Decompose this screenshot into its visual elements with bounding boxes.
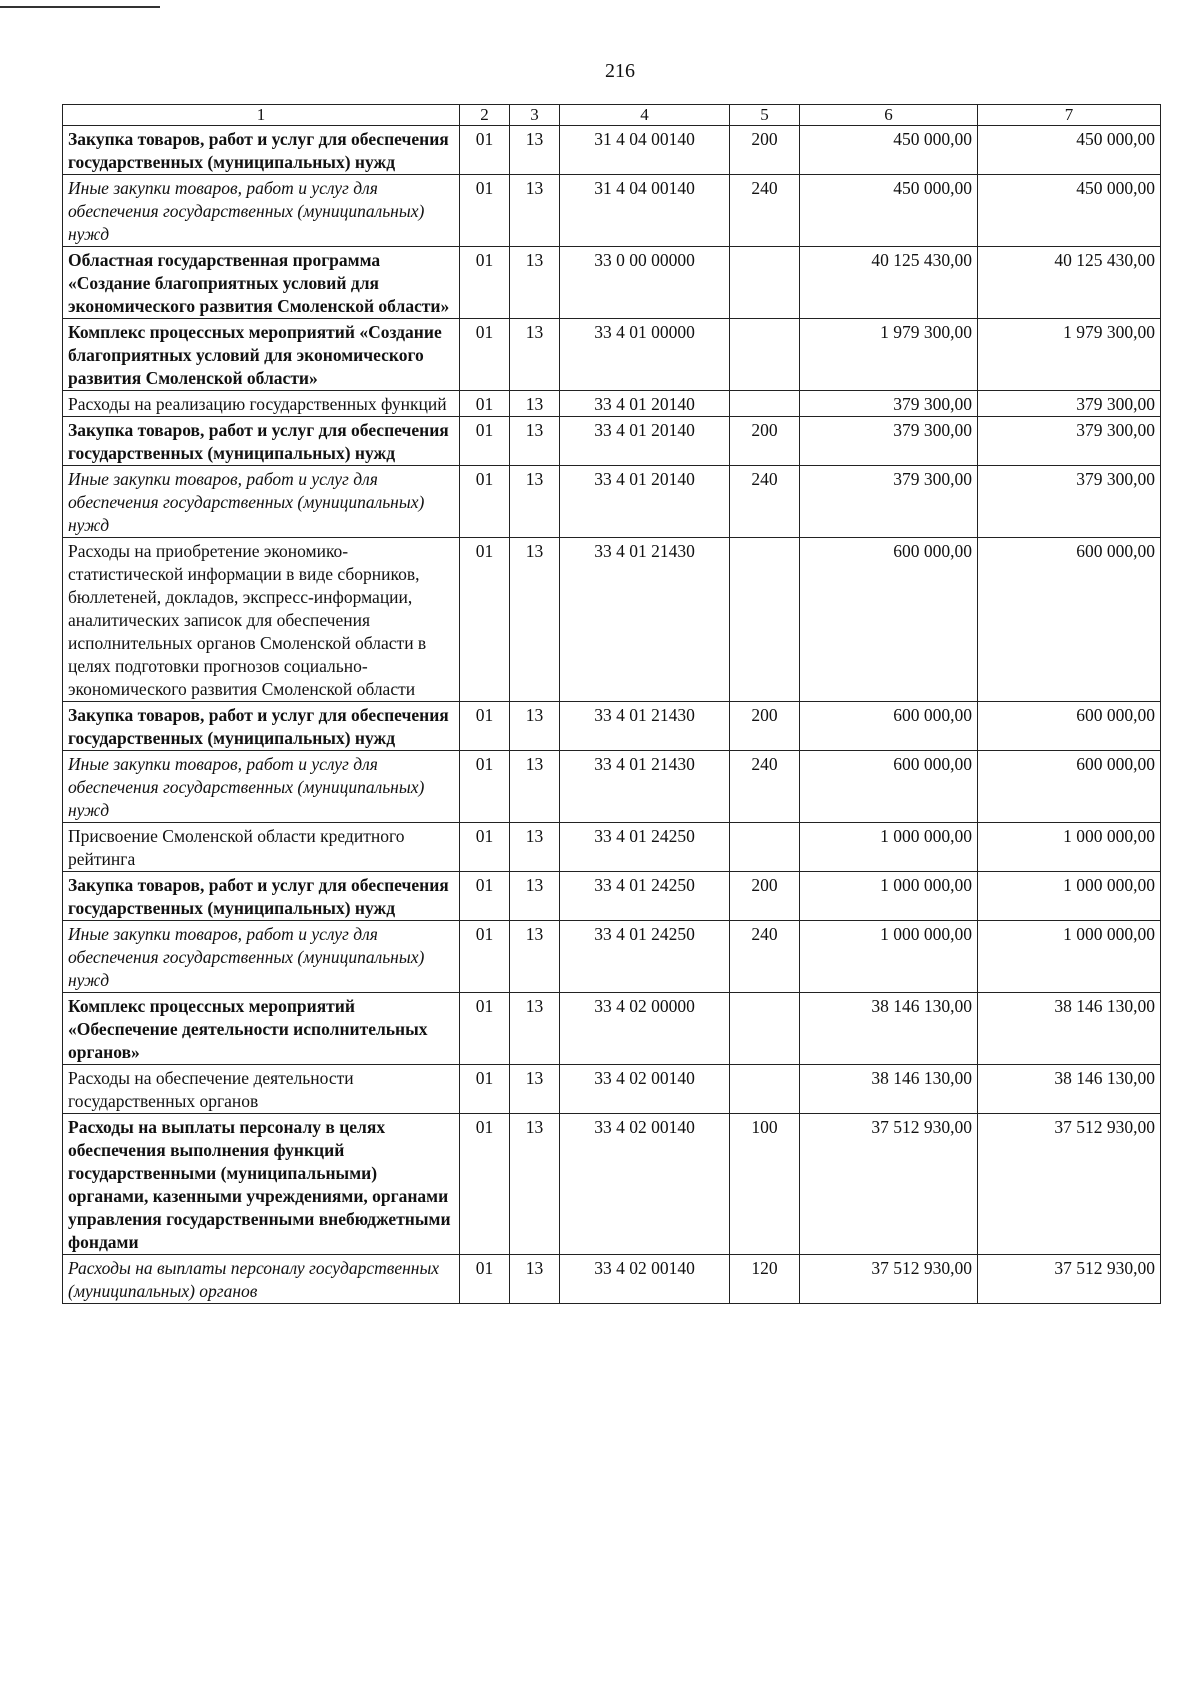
row-amount-year-2: 1 000 000,00 [978,872,1161,921]
table-row [63,247,1161,319]
row-section: 01 [460,993,510,1065]
row-amount-year-1: 37 512 930,00 [800,1255,978,1304]
table-row [63,417,1161,466]
row-expense-type [730,993,800,1065]
row-section: 01 [460,1065,510,1114]
row-amount-year-1: 1 000 000,00 [800,921,978,993]
row-section: 01 [460,391,510,417]
row-expense-type: 200 [730,417,800,466]
row-name: Закупка товаров, работ и услуг для обеспечения государственных (муниципальных) нужд [63,417,460,466]
row-expense-type: 120 [730,1255,800,1304]
row-target-code: 33 4 01 21430 [560,751,730,823]
row-amount-year-1: 1 979 300,00 [800,319,978,391]
budget-table [62,104,1161,1304]
row-name: Закупка товаров, работ и услуг для обеспечения государственных (муниципальных) нужд [63,872,460,921]
row-section: 01 [460,751,510,823]
row-amount-year-1: 379 300,00 [800,417,978,466]
row-expense-type: 240 [730,921,800,993]
row-target-code: 33 4 01 24250 [560,823,730,872]
row-expense-type [730,391,800,417]
row-subsection: 13 [510,1255,560,1304]
row-target-code: 31 4 04 00140 [560,126,730,175]
row-amount-year-1: 600 000,00 [800,538,978,702]
row-name: Закупка товаров, работ и услуг для обеспечения государственных (муниципальных) нужд [63,702,460,751]
row-amount-year-1: 38 146 130,00 [800,993,978,1065]
row-target-code: 33 4 02 00140 [560,1065,730,1114]
row-amount-year-1: 379 300,00 [800,466,978,538]
row-amount-year-2: 600 000,00 [978,702,1161,751]
row-expense-type: 200 [730,126,800,175]
row-target-code: 33 4 01 21430 [560,702,730,751]
row-subsection: 13 [510,702,560,751]
row-name: Областная государственная программа «Создание благоприятных условий для экономического развития Смоленской области» [63,247,460,319]
row-amount-year-2: 1 000 000,00 [978,921,1161,993]
row-expense-type [730,1065,800,1114]
row-expense-type [730,319,800,391]
row-section: 01 [460,466,510,538]
row-name: Иные закупки товаров, работ и услуг для обеспечения государственных (муниципальных) нужд [63,921,460,993]
row-name: Расходы на приобретение экономико-статистической информации в виде сборников, бюллетеней, докладов, экспресс-информации, аналитических записок для обеспечения исполнительных органов Смоленской области в целях подготовки прогнозов социально-экономического развития Смоленской области [63,538,460,702]
row-name: Расходы на выплаты персоналу государственных (муниципальных) органов [63,1255,460,1304]
row-amount-year-1: 450 000,00 [800,126,978,175]
header-col-2: 2 [460,105,510,126]
row-target-code: 33 4 01 20140 [560,466,730,538]
row-subsection: 13 [510,751,560,823]
row-amount-year-1: 379 300,00 [800,391,978,417]
page-number: 216 [605,60,635,82]
header-col-5: 5 [730,105,800,126]
row-target-code: 31 4 04 00140 [560,175,730,247]
table-row [63,1255,1161,1304]
row-subsection: 13 [510,417,560,466]
header-col-3: 3 [510,105,560,126]
row-section: 01 [460,921,510,993]
table-row [63,126,1161,175]
row-amount-year-2: 37 512 930,00 [978,1114,1161,1255]
row-target-code: 33 4 01 24250 [560,872,730,921]
header-row [63,105,1161,126]
row-name: Иные закупки товаров, работ и услуг для обеспечения государственных (муниципальных) нужд [63,175,460,247]
table-row [63,538,1161,702]
row-amount-year-2: 379 300,00 [978,391,1161,417]
table-body [63,126,1161,1304]
row-expense-type [730,538,800,702]
table-row [63,921,1161,993]
row-expense-type [730,247,800,319]
row-section: 01 [460,872,510,921]
row-subsection: 13 [510,247,560,319]
row-section: 01 [460,1114,510,1255]
row-amount-year-2: 379 300,00 [978,466,1161,538]
row-name: Расходы на обеспечение деятельности государственных органов [63,1065,460,1114]
row-subsection: 13 [510,1065,560,1114]
row-amount-year-2: 450 000,00 [978,175,1161,247]
row-amount-year-1: 450 000,00 [800,175,978,247]
table-row [63,1065,1161,1114]
row-amount-year-2: 600 000,00 [978,751,1161,823]
table-row [63,872,1161,921]
row-target-code: 33 4 02 00140 [560,1114,730,1255]
row-section: 01 [460,247,510,319]
row-amount-year-2: 450 000,00 [978,126,1161,175]
row-section: 01 [460,417,510,466]
row-section: 01 [460,538,510,702]
row-target-code: 33 4 01 24250 [560,921,730,993]
header-col-6: 6 [800,105,978,126]
row-amount-year-2: 600 000,00 [978,538,1161,702]
row-subsection: 13 [510,319,560,391]
row-amount-year-2: 1 979 300,00 [978,319,1161,391]
row-expense-type: 100 [730,1114,800,1255]
row-amount-year-1: 600 000,00 [800,702,978,751]
row-subsection: 13 [510,823,560,872]
row-section: 01 [460,702,510,751]
row-target-code: 33 0 00 00000 [560,247,730,319]
row-section: 01 [460,126,510,175]
row-section: 01 [460,319,510,391]
row-name: Комплекс процессных мероприятий «Создание благоприятных условий для экономического развития Смоленской области» [63,319,460,391]
row-amount-year-2: 38 146 130,00 [978,1065,1161,1114]
row-subsection: 13 [510,993,560,1065]
header-col-1: 1 [63,105,460,126]
table-row [63,466,1161,538]
row-expense-type: 240 [730,751,800,823]
row-subsection: 13 [510,538,560,702]
row-expense-type: 200 [730,872,800,921]
row-amount-year-1: 600 000,00 [800,751,978,823]
row-name: Присвоение Смоленской области кредитного рейтинга [63,823,460,872]
row-target-code: 33 4 02 00000 [560,993,730,1065]
row-amount-year-2: 40 125 430,00 [978,247,1161,319]
row-subsection: 13 [510,921,560,993]
table-row [63,319,1161,391]
row-target-code: 33 4 01 20140 [560,391,730,417]
table-row [63,751,1161,823]
row-section: 01 [460,823,510,872]
row-name: Закупка товаров, работ и услуг для обеспечения государственных (муниципальных) нужд [63,126,460,175]
row-amount-year-2: 37 512 930,00 [978,1255,1161,1304]
row-target-code: 33 4 02 00140 [560,1255,730,1304]
row-section: 01 [460,175,510,247]
row-amount-year-2: 379 300,00 [978,417,1161,466]
row-expense-type [730,823,800,872]
row-amount-year-1: 40 125 430,00 [800,247,978,319]
row-target-code: 33 4 01 20140 [560,417,730,466]
table-row [63,993,1161,1065]
row-name: Иные закупки товаров, работ и услуг для обеспечения государственных (муниципальных) нужд [63,751,460,823]
row-amount-year-1: 1 000 000,00 [800,823,978,872]
row-name: Иные закупки товаров, работ и услуг для обеспечения государственных (муниципальных) нужд [63,466,460,538]
table-row [63,1114,1161,1255]
row-target-code: 33 4 01 21430 [560,538,730,702]
row-name: Комплекс процессных мероприятий «Обеспечение деятельности исполнительных органов» [63,993,460,1065]
header-col-7: 7 [978,105,1161,126]
row-name: Расходы на выплаты персоналу в целях обеспечения выполнения функций государственными (муниципальными) органами, казенными учреждениями, органами управления государственными внебюджетными фондами [63,1114,460,1255]
table-row [63,175,1161,247]
row-section: 01 [460,1255,510,1304]
row-expense-type: 240 [730,175,800,247]
row-expense-type: 200 [730,702,800,751]
row-amount-year-1: 38 146 130,00 [800,1065,978,1114]
table-row [63,391,1161,417]
row-subsection: 13 [510,466,560,538]
row-subsection: 13 [510,872,560,921]
row-amount-year-1: 37 512 930,00 [800,1114,978,1255]
row-subsection: 13 [510,391,560,417]
table-row [63,823,1161,872]
table-row [63,702,1161,751]
row-expense-type: 240 [730,466,800,538]
header-col-4: 4 [560,105,730,126]
row-amount-year-1: 1 000 000,00 [800,872,978,921]
row-target-code: 33 4 01 00000 [560,319,730,391]
row-amount-year-2: 38 146 130,00 [978,993,1161,1065]
scan-edge-line [0,6,160,8]
row-subsection: 13 [510,1114,560,1255]
row-subsection: 13 [510,126,560,175]
row-subsection: 13 [510,175,560,247]
row-name: Расходы на реализацию государственных функций [63,391,460,417]
row-amount-year-2: 1 000 000,00 [978,823,1161,872]
